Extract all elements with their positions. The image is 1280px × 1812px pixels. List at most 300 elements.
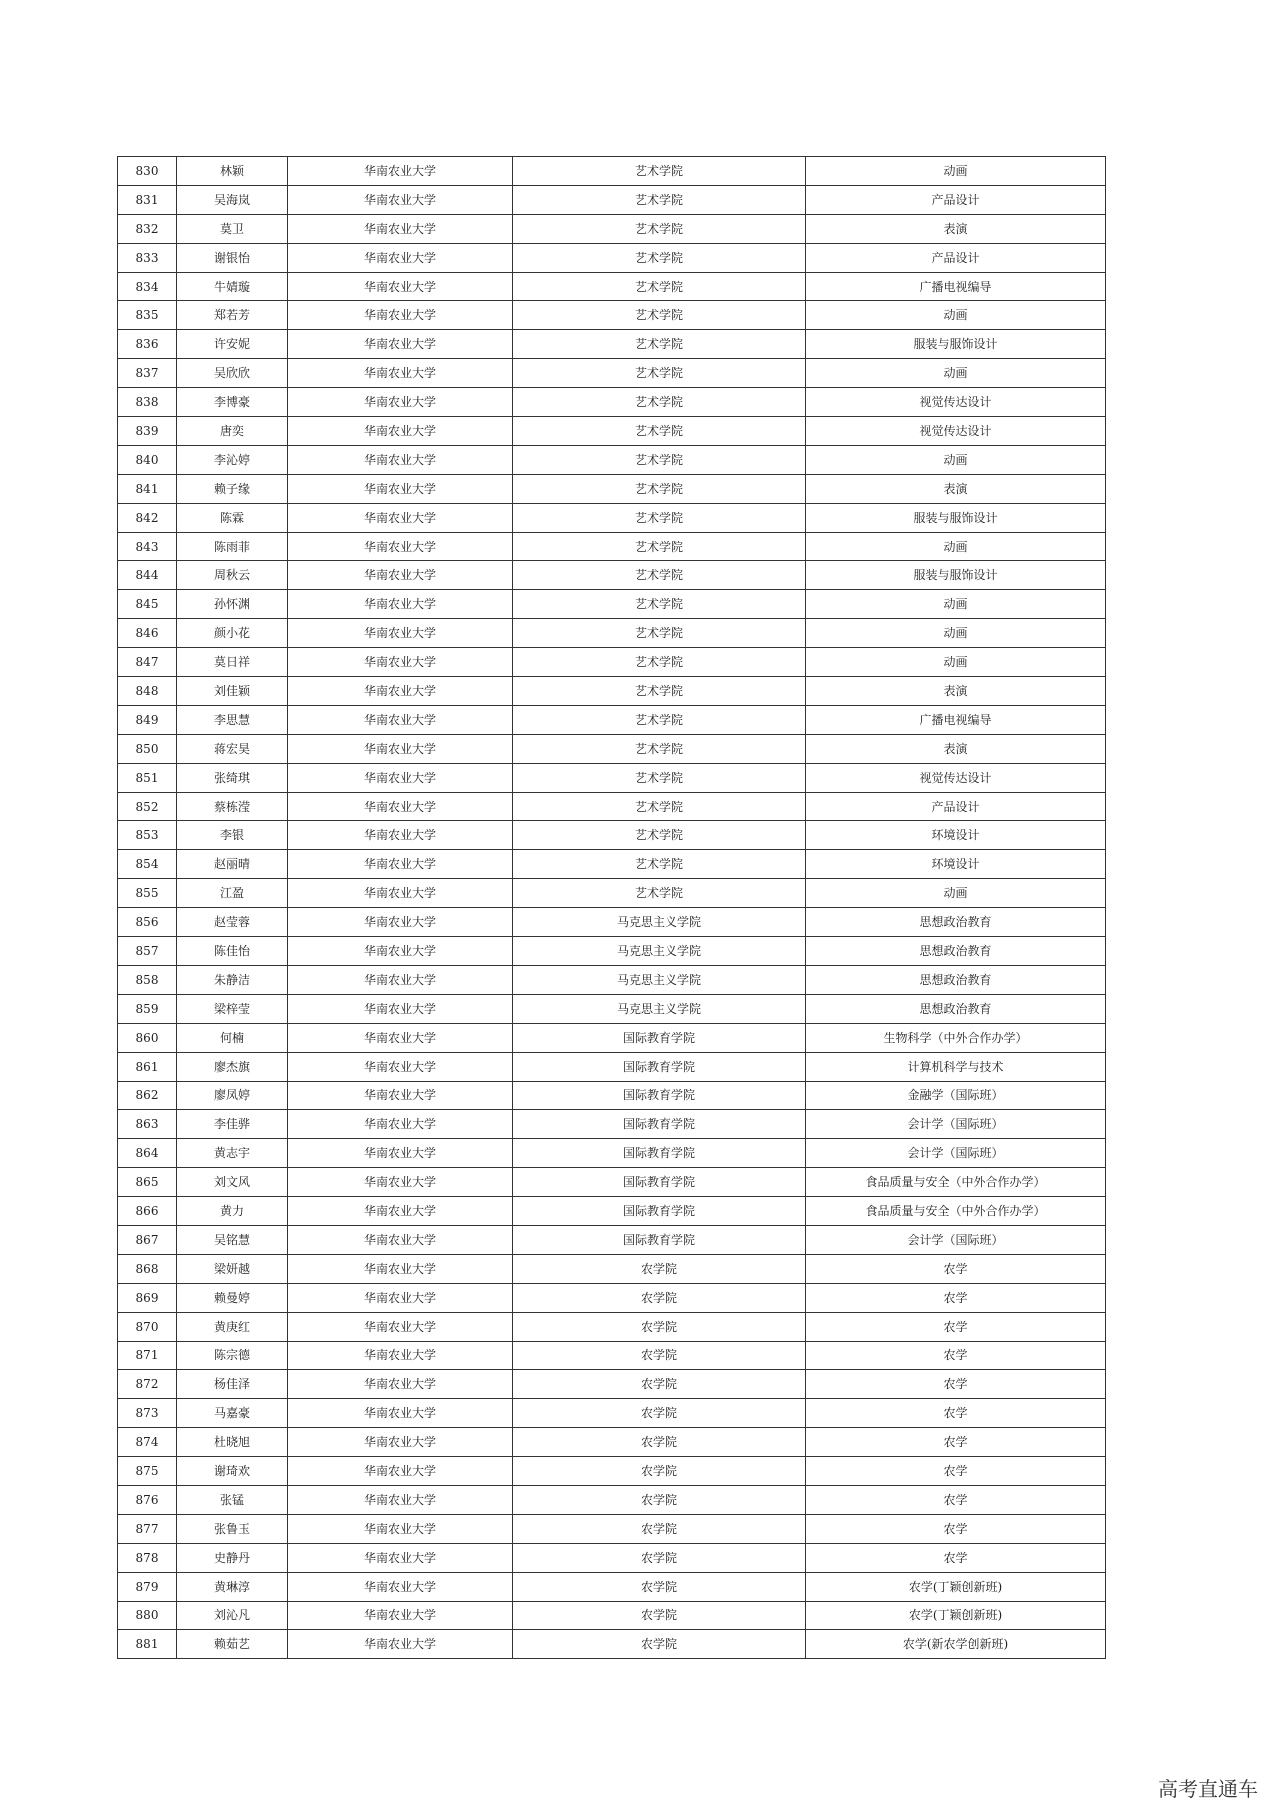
name-cell: 唐奕 (177, 417, 288, 446)
table-row (118, 388, 1106, 417)
college-cell: 艺术学院 (513, 561, 806, 590)
major-cell: 环境设计 (806, 821, 1106, 850)
major-cell: 广播电视编导 (806, 705, 1106, 734)
table-row (118, 1630, 1106, 1659)
university-cell: 华南农业大学 (288, 1081, 513, 1110)
university-cell: 华南农业大学 (288, 648, 513, 677)
college-cell: 国际教育学院 (513, 1168, 806, 1197)
row-number-cell: 877 (118, 1514, 177, 1543)
name-cell: 孙怀渊 (177, 590, 288, 619)
row-number-cell: 880 (118, 1601, 177, 1630)
name-cell: 赵丽晴 (177, 850, 288, 879)
name-cell: 梁妍越 (177, 1254, 288, 1283)
row-number-cell: 831 (118, 185, 177, 214)
row-number-cell: 842 (118, 503, 177, 532)
university-cell: 华南农业大学 (288, 1572, 513, 1601)
university-cell: 华南农业大学 (288, 1543, 513, 1572)
table-row (118, 908, 1106, 937)
table-row (118, 1399, 1106, 1428)
name-cell: 赖子缘 (177, 474, 288, 503)
name-cell: 江盈 (177, 879, 288, 908)
college-cell: 马克思主义学院 (513, 965, 806, 994)
row-number-cell: 862 (118, 1081, 177, 1110)
college-cell: 艺术学院 (513, 850, 806, 879)
table-row (118, 879, 1106, 908)
row-number-cell: 832 (118, 214, 177, 243)
name-cell: 黄琳淳 (177, 1572, 288, 1601)
row-number-cell: 860 (118, 1023, 177, 1052)
college-cell: 国际教育学院 (513, 1023, 806, 1052)
major-cell: 金融学（国际班） (806, 1081, 1106, 1110)
table-row (118, 1023, 1106, 1052)
row-number-cell: 844 (118, 561, 177, 590)
row-number-cell: 865 (118, 1168, 177, 1197)
table-row (118, 763, 1106, 792)
name-cell: 黄庚红 (177, 1312, 288, 1341)
name-cell: 赵莹蓉 (177, 908, 288, 937)
university-cell: 华南农业大学 (288, 994, 513, 1023)
university-cell: 华南农业大学 (288, 561, 513, 590)
table-row (118, 1341, 1106, 1370)
table-row (118, 994, 1106, 1023)
college-cell: 农学院 (513, 1572, 806, 1601)
major-cell: 思想政治教育 (806, 994, 1106, 1023)
row-number-cell: 845 (118, 590, 177, 619)
major-cell: 服装与服饰设计 (806, 503, 1106, 532)
university-cell: 华南农业大学 (288, 1023, 513, 1052)
row-number-cell: 846 (118, 619, 177, 648)
university-cell: 华南农业大学 (288, 590, 513, 619)
row-number-cell: 863 (118, 1110, 177, 1139)
name-cell: 杨佳泽 (177, 1370, 288, 1399)
college-cell: 艺术学院 (513, 677, 806, 706)
row-number-cell: 879 (118, 1572, 177, 1601)
major-cell: 农学(丁颖创新班) (806, 1601, 1106, 1630)
university-cell: 华南农业大学 (288, 1514, 513, 1543)
college-cell: 国际教育学院 (513, 1110, 806, 1139)
university-cell: 华南农业大学 (288, 1399, 513, 1428)
college-cell: 艺术学院 (513, 301, 806, 330)
name-cell: 蔡栋滢 (177, 792, 288, 821)
row-number-cell: 867 (118, 1225, 177, 1254)
table-row (118, 1254, 1106, 1283)
major-cell: 动画 (806, 157, 1106, 186)
row-number-cell: 853 (118, 821, 177, 850)
major-cell: 动画 (806, 879, 1106, 908)
name-cell: 张鲁玉 (177, 1514, 288, 1543)
major-cell: 农学(丁颖创新班) (806, 1572, 1106, 1601)
table-row (118, 1110, 1106, 1139)
row-number-cell: 861 (118, 1052, 177, 1081)
university-cell: 华南农业大学 (288, 879, 513, 908)
college-cell: 艺术学院 (513, 763, 806, 792)
name-cell: 朱静洁 (177, 965, 288, 994)
college-cell: 艺术学院 (513, 185, 806, 214)
row-number-cell: 855 (118, 879, 177, 908)
college-cell: 农学院 (513, 1601, 806, 1630)
table-row (118, 1225, 1106, 1254)
major-cell: 农学(新农学创新班) (806, 1630, 1106, 1659)
name-cell: 张锰 (177, 1485, 288, 1514)
university-cell: 华南农业大学 (288, 1052, 513, 1081)
name-cell: 杜晓旭 (177, 1428, 288, 1457)
name-cell: 何楠 (177, 1023, 288, 1052)
name-cell: 陈佳怡 (177, 937, 288, 966)
major-cell: 思想政治教育 (806, 965, 1106, 994)
name-cell: 史静丹 (177, 1543, 288, 1572)
university-cell: 华南农业大学 (288, 1254, 513, 1283)
table-row (118, 1052, 1106, 1081)
university-cell: 华南农业大学 (288, 388, 513, 417)
row-number-cell: 858 (118, 965, 177, 994)
college-cell: 艺术学院 (513, 532, 806, 561)
row-number-cell: 875 (118, 1457, 177, 1486)
table-row (118, 243, 1106, 272)
row-number-cell: 847 (118, 648, 177, 677)
major-cell: 会计学（国际班） (806, 1110, 1106, 1139)
major-cell: 农学 (806, 1399, 1106, 1428)
college-cell: 艺术学院 (513, 879, 806, 908)
row-number-cell: 864 (118, 1139, 177, 1168)
name-cell: 陈雨菲 (177, 532, 288, 561)
table-row (118, 561, 1106, 590)
college-cell: 艺术学院 (513, 734, 806, 763)
row-number-cell: 881 (118, 1630, 177, 1659)
table-row (118, 648, 1106, 677)
table-row (118, 850, 1106, 879)
university-cell: 华南农业大学 (288, 1225, 513, 1254)
major-cell: 食品质量与安全（中外合作办学） (806, 1197, 1106, 1226)
name-cell: 陈宗德 (177, 1341, 288, 1370)
major-cell: 表演 (806, 214, 1106, 243)
college-cell: 艺术学院 (513, 417, 806, 446)
name-cell: 蒋宏昊 (177, 734, 288, 763)
university-cell: 华南农业大学 (288, 908, 513, 937)
university-cell: 华南农业大学 (288, 1457, 513, 1486)
table-row (118, 937, 1106, 966)
college-cell: 农学院 (513, 1630, 806, 1659)
college-cell: 马克思主义学院 (513, 908, 806, 937)
university-cell: 华南农业大学 (288, 792, 513, 821)
row-number-cell: 854 (118, 850, 177, 879)
college-cell: 农学院 (513, 1283, 806, 1312)
major-cell: 动画 (806, 301, 1106, 330)
name-cell: 廖杰旗 (177, 1052, 288, 1081)
college-cell: 国际教育学院 (513, 1197, 806, 1226)
table-row (118, 1428, 1106, 1457)
major-cell: 产品设计 (806, 185, 1106, 214)
row-number-cell: 837 (118, 359, 177, 388)
name-cell: 吴铭慧 (177, 1225, 288, 1254)
name-cell: 林颖 (177, 157, 288, 186)
major-cell: 服装与服饰设计 (806, 561, 1106, 590)
college-cell: 艺术学院 (513, 590, 806, 619)
university-cell: 华南农业大学 (288, 965, 513, 994)
table-row (118, 1312, 1106, 1341)
college-cell: 农学院 (513, 1254, 806, 1283)
table-row (118, 1514, 1106, 1543)
college-cell: 艺术学院 (513, 619, 806, 648)
table-row (118, 532, 1106, 561)
university-cell: 华南农业大学 (288, 359, 513, 388)
university-cell: 华南农业大学 (288, 1139, 513, 1168)
table-row (118, 1168, 1106, 1197)
row-number-cell: 859 (118, 994, 177, 1023)
university-cell: 华南农业大学 (288, 185, 513, 214)
row-number-cell: 868 (118, 1254, 177, 1283)
major-cell: 动画 (806, 590, 1106, 619)
college-cell: 艺术学院 (513, 792, 806, 821)
college-cell: 农学院 (513, 1370, 806, 1399)
name-cell: 陈霖 (177, 503, 288, 532)
table-row (118, 185, 1106, 214)
name-cell: 张绮琪 (177, 763, 288, 792)
table-row (118, 417, 1106, 446)
major-cell: 会计学（国际班） (806, 1139, 1106, 1168)
row-number-cell: 834 (118, 272, 177, 301)
university-cell: 华南农业大学 (288, 1428, 513, 1457)
major-cell: 思想政治教育 (806, 937, 1106, 966)
major-cell: 服装与服饰设计 (806, 330, 1106, 359)
university-cell: 华南农业大学 (288, 532, 513, 561)
table-row (118, 359, 1106, 388)
roster-body (118, 157, 1106, 1659)
table-row (118, 1457, 1106, 1486)
college-cell: 农学院 (513, 1543, 806, 1572)
table-row (118, 1197, 1106, 1226)
table-row (118, 1081, 1106, 1110)
name-cell: 李沁婷 (177, 445, 288, 474)
row-number-cell: 849 (118, 705, 177, 734)
major-cell: 食品质量与安全（中外合作办学） (806, 1168, 1106, 1197)
college-cell: 马克思主义学院 (513, 994, 806, 1023)
college-cell: 艺术学院 (513, 821, 806, 850)
table-row (118, 503, 1106, 532)
college-cell: 国际教育学院 (513, 1081, 806, 1110)
college-cell: 农学院 (513, 1399, 806, 1428)
watermark-text: 高考直通车 (1158, 1777, 1258, 1801)
major-cell: 动画 (806, 619, 1106, 648)
name-cell: 周秋云 (177, 561, 288, 590)
college-cell: 艺术学院 (513, 388, 806, 417)
name-cell: 赖茹艺 (177, 1630, 288, 1659)
major-cell: 农学 (806, 1428, 1106, 1457)
major-cell: 农学 (806, 1312, 1106, 1341)
table-row (118, 965, 1106, 994)
row-number-cell: 852 (118, 792, 177, 821)
college-cell: 艺术学院 (513, 705, 806, 734)
name-cell: 刘文风 (177, 1168, 288, 1197)
major-cell: 农学 (806, 1485, 1106, 1514)
row-number-cell: 870 (118, 1312, 177, 1341)
major-cell: 表演 (806, 474, 1106, 503)
table-row (118, 1139, 1106, 1168)
row-number-cell: 835 (118, 301, 177, 330)
university-cell: 华南农业大学 (288, 330, 513, 359)
college-cell: 艺术学院 (513, 214, 806, 243)
college-cell: 艺术学院 (513, 243, 806, 272)
table-row (118, 1572, 1106, 1601)
college-cell: 艺术学院 (513, 648, 806, 677)
name-cell: 谢银怡 (177, 243, 288, 272)
name-cell: 李博豪 (177, 388, 288, 417)
college-cell: 马克思主义学院 (513, 937, 806, 966)
table-row (118, 590, 1106, 619)
university-cell: 华南农业大学 (288, 1601, 513, 1630)
row-number-cell: 843 (118, 532, 177, 561)
major-cell: 农学 (806, 1283, 1106, 1312)
university-cell: 华南农业大学 (288, 1283, 513, 1312)
major-cell: 农学 (806, 1341, 1106, 1370)
major-cell: 农学 (806, 1457, 1106, 1486)
major-cell: 产品设计 (806, 792, 1106, 821)
row-number-cell: 850 (118, 734, 177, 763)
name-cell: 吴欣欣 (177, 359, 288, 388)
college-cell: 艺术学院 (513, 503, 806, 532)
major-cell: 会计学（国际班） (806, 1225, 1106, 1254)
major-cell: 视觉传达设计 (806, 388, 1106, 417)
university-cell: 华南农业大学 (288, 214, 513, 243)
table-row (118, 272, 1106, 301)
college-cell: 艺术学院 (513, 474, 806, 503)
college-cell: 农学院 (513, 1312, 806, 1341)
major-cell: 表演 (806, 677, 1106, 706)
major-cell: 农学 (806, 1254, 1106, 1283)
major-cell: 农学 (806, 1543, 1106, 1572)
major-cell: 环境设计 (806, 850, 1106, 879)
table-row (118, 1601, 1106, 1630)
table-row (118, 445, 1106, 474)
student-roster-table (117, 156, 1106, 1659)
university-cell: 华南农业大学 (288, 474, 513, 503)
name-cell: 李佳骅 (177, 1110, 288, 1139)
college-cell: 艺术学院 (513, 445, 806, 474)
table-row (118, 1485, 1106, 1514)
row-number-cell: 848 (118, 677, 177, 706)
major-cell: 计算机科学与技术 (806, 1052, 1106, 1081)
table-row (118, 619, 1106, 648)
university-cell: 华南农业大学 (288, 677, 513, 706)
major-cell: 广播电视编导 (806, 272, 1106, 301)
row-number-cell: 833 (118, 243, 177, 272)
university-cell: 华南农业大学 (288, 445, 513, 474)
row-number-cell: 869 (118, 1283, 177, 1312)
table-row (118, 821, 1106, 850)
university-cell: 华南农业大学 (288, 243, 513, 272)
row-number-cell: 876 (118, 1485, 177, 1514)
major-cell: 动画 (806, 648, 1106, 677)
name-cell: 颜小花 (177, 619, 288, 648)
major-cell: 动画 (806, 532, 1106, 561)
name-cell: 黄志宇 (177, 1139, 288, 1168)
university-cell: 华南农业大学 (288, 619, 513, 648)
name-cell: 梁梓莹 (177, 994, 288, 1023)
table-row (118, 474, 1106, 503)
name-cell: 郑若芳 (177, 301, 288, 330)
name-cell: 莫卫 (177, 214, 288, 243)
major-cell: 生物科学（中外合作办学） (806, 1023, 1106, 1052)
university-cell: 华南农业大学 (288, 1110, 513, 1139)
college-cell: 艺术学院 (513, 272, 806, 301)
university-cell: 华南农业大学 (288, 1197, 513, 1226)
name-cell: 吴海岚 (177, 185, 288, 214)
college-cell: 国际教育学院 (513, 1225, 806, 1254)
college-cell: 农学院 (513, 1485, 806, 1514)
name-cell: 谢琦欢 (177, 1457, 288, 1486)
college-cell: 农学院 (513, 1341, 806, 1370)
table-row (118, 157, 1106, 186)
university-cell: 华南农业大学 (288, 1370, 513, 1399)
row-number-cell: 871 (118, 1341, 177, 1370)
table-row (118, 330, 1106, 359)
row-number-cell: 840 (118, 445, 177, 474)
table-row (118, 301, 1106, 330)
row-number-cell: 839 (118, 417, 177, 446)
college-cell: 农学院 (513, 1514, 806, 1543)
major-cell: 动画 (806, 445, 1106, 474)
name-cell: 刘沁凡 (177, 1601, 288, 1630)
name-cell: 李思慧 (177, 705, 288, 734)
college-cell: 农学院 (513, 1428, 806, 1457)
university-cell: 华南农业大学 (288, 417, 513, 446)
university-cell: 华南农业大学 (288, 1485, 513, 1514)
major-cell: 农学 (806, 1370, 1106, 1399)
university-cell: 华南农业大学 (288, 850, 513, 879)
row-number-cell: 857 (118, 937, 177, 966)
table-row (118, 705, 1106, 734)
name-cell: 廖凤婷 (177, 1081, 288, 1110)
major-cell: 农学 (806, 1514, 1106, 1543)
university-cell: 华南农业大学 (288, 763, 513, 792)
name-cell: 牛婧璇 (177, 272, 288, 301)
major-cell: 视觉传达设计 (806, 417, 1106, 446)
university-cell: 华南农业大学 (288, 272, 513, 301)
table-row (118, 214, 1106, 243)
row-number-cell: 841 (118, 474, 177, 503)
name-cell: 刘佳颖 (177, 677, 288, 706)
major-cell: 思想政治教育 (806, 908, 1106, 937)
table-row (118, 734, 1106, 763)
row-number-cell: 874 (118, 1428, 177, 1457)
college-cell: 艺术学院 (513, 330, 806, 359)
university-cell: 华南农业大学 (288, 937, 513, 966)
row-number-cell: 866 (118, 1197, 177, 1226)
row-number-cell: 851 (118, 763, 177, 792)
name-cell: 李银 (177, 821, 288, 850)
row-number-cell: 878 (118, 1543, 177, 1572)
major-cell: 表演 (806, 734, 1106, 763)
university-cell: 华南农业大学 (288, 503, 513, 532)
row-number-cell: 836 (118, 330, 177, 359)
university-cell: 华南农业大学 (288, 1312, 513, 1341)
college-cell: 国际教育学院 (513, 1139, 806, 1168)
table-row (118, 677, 1106, 706)
row-number-cell: 856 (118, 908, 177, 937)
college-cell: 国际教育学院 (513, 1052, 806, 1081)
table-row (118, 1283, 1106, 1312)
major-cell: 动画 (806, 359, 1106, 388)
university-cell: 华南农业大学 (288, 301, 513, 330)
table-row (118, 1370, 1106, 1399)
name-cell: 许安妮 (177, 330, 288, 359)
university-cell: 华南农业大学 (288, 1630, 513, 1659)
table-row (118, 1543, 1106, 1572)
row-number-cell: 872 (118, 1370, 177, 1399)
college-cell: 艺术学院 (513, 359, 806, 388)
name-cell: 马嘉豪 (177, 1399, 288, 1428)
row-number-cell: 830 (118, 157, 177, 186)
university-cell: 华南农业大学 (288, 1168, 513, 1197)
